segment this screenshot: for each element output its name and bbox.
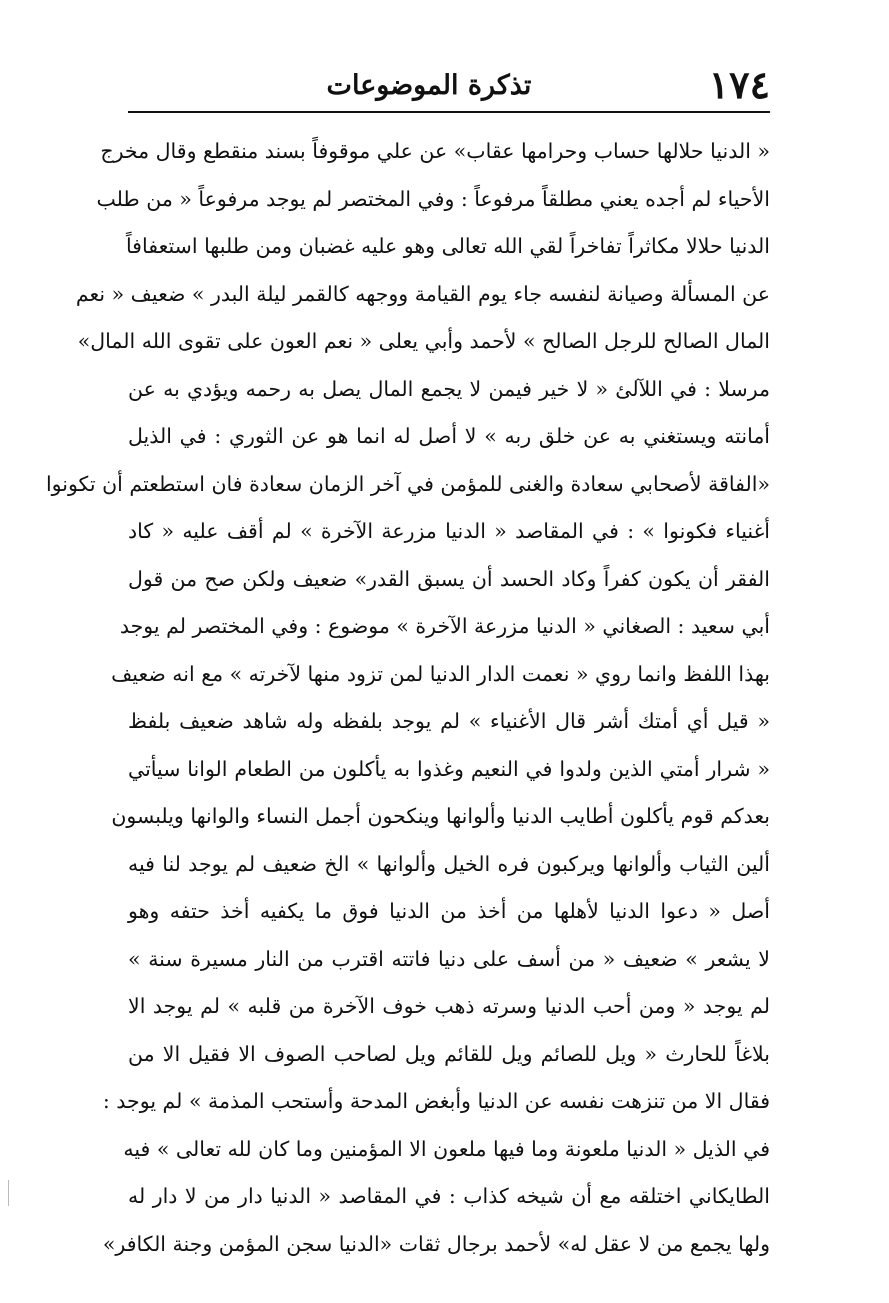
text-line: في الذيل « الدنيا ملعونة وما فيها ملعون الا المؤمنين وما كان لله تعالى » فيه [123,1136,770,1161]
text-line: فقال الا من تنزهت نفسه عن الدنيا وأبغض المدحة وأستحب المذمة » لم يوجد : [102,1089,770,1113]
text-line: بلاغاً للحارث « ويل للصائم ويل للقائم ويل لصاحب الصوف الا فقيل الا من [128,1041,770,1066]
text-line: الدنيا حلالا مكاثراً تفاخراً لقي الله تعالى وهو عليه غضبان ومن طلبها استعفافاً [125,234,770,258]
text-line: أصل « دعوا الدنيا لأهلها من أخذ من الدنيا فوق ما يكفيه أخذ حتفه وهو [128,899,770,923]
text-line: لا يشعر » ضعيف « من أسف على دنيا فاتته اقترب من النار مسيرة سنة » [128,946,770,971]
text-line: الطايكاني اختلقه مع أن شيخه كذاب : في المقاصد « الدنيا دار من لا دار له [128,1184,770,1208]
page-number: ١٧٤ [708,62,770,107]
text-line: أغنياء فكونوا » : في المقاصد « الدنيا مزرعة الآخرة » لم أقف عليه « كاد [128,519,770,543]
body-text [45,128,771,1268]
text-line: عن المسألة وصيانة لنفسه جاء يوم القيامة ووجهه كالقمر ليلة البدر » ضعيف « نعم [75,281,770,306]
text-line: « الدنيا حلالها حساب وحرامها عقاب» عن علي موقوفاً بسند منقطع وقال مخرج [100,139,770,163]
header-rule [128,111,770,113]
text-line: مرسلا : في اللآلئ « لا خير فيمن لا يجمع المال يصل به رحمه ويؤدي به عن [128,376,770,401]
scan-margin-mark [0,1180,9,1206]
text-line: «الفاقة لأصحابي سعادة والغنى للمؤمن في آخر الزمان سعادة فان استطعتم أن تكونوا [45,471,770,496]
running-title: تذكرة الموضوعات [326,70,532,101]
text-line: أبي سعيد : الصغاني « الدنيا مزرعة الآخرة » موضوع : وفي المختصر لم يوجد [119,614,770,638]
text-line: « قيل أي أمتك أشر قال الأغنياء » لم يوجد بلفظه وله شاهد ضعيف بلفظ [128,709,770,733]
text-line: الفقر أن يكون كفراً وكاد الحسد أن يسبق القدر» ضعيف ولكن صح من قول [128,566,770,591]
page-header [128,62,770,108]
text-line: بعدكم قوم يأكلون أطايب الدنيا وألوانها وينكحون أجمل النساء والوانها ويلبسون [111,804,770,828]
text-line: ألين الثياب وألوانها ويركبون فره الخيل وألوانها » الخ ضعيف لم يوجد لنا فيه [128,851,771,876]
text-line: المال الصالح للرجل الصالح » لأحمد وأبي يعلى « نعم العون على تقوى الله المال» [77,329,770,353]
text-line: بهذا اللفظ وانما روي « نعمت الدار الدنيا لمن تزود منها لآخرته » مع انه ضعيف [111,661,770,686]
text-line: الأحياء لم أجده يعني مطلقاً مرفوعاً : وفي المختصر لم يوجد مرفوعاً « من طلب [96,186,770,211]
text-line: لم يوجد « ومن أحب الدنيا وسرته ذهب خوف الآخرة من قلبه » لم يوجد الا [128,994,770,1018]
text-line: « شرار أمتي الذين ولدوا في النعيم وغذوا به يأكلون من الطعام الوانا سيأتي [128,756,770,781]
text-line: ولها يجمع من لا عقل له» لأحمد برجال ثقات «الدنيا سجن المؤمن وجنة الكافر» [102,1231,770,1256]
text-line: أمانته ويستغني به عن خلق ربه » لا أصل له انما هو عن الثوري : في الذيل [128,424,770,448]
